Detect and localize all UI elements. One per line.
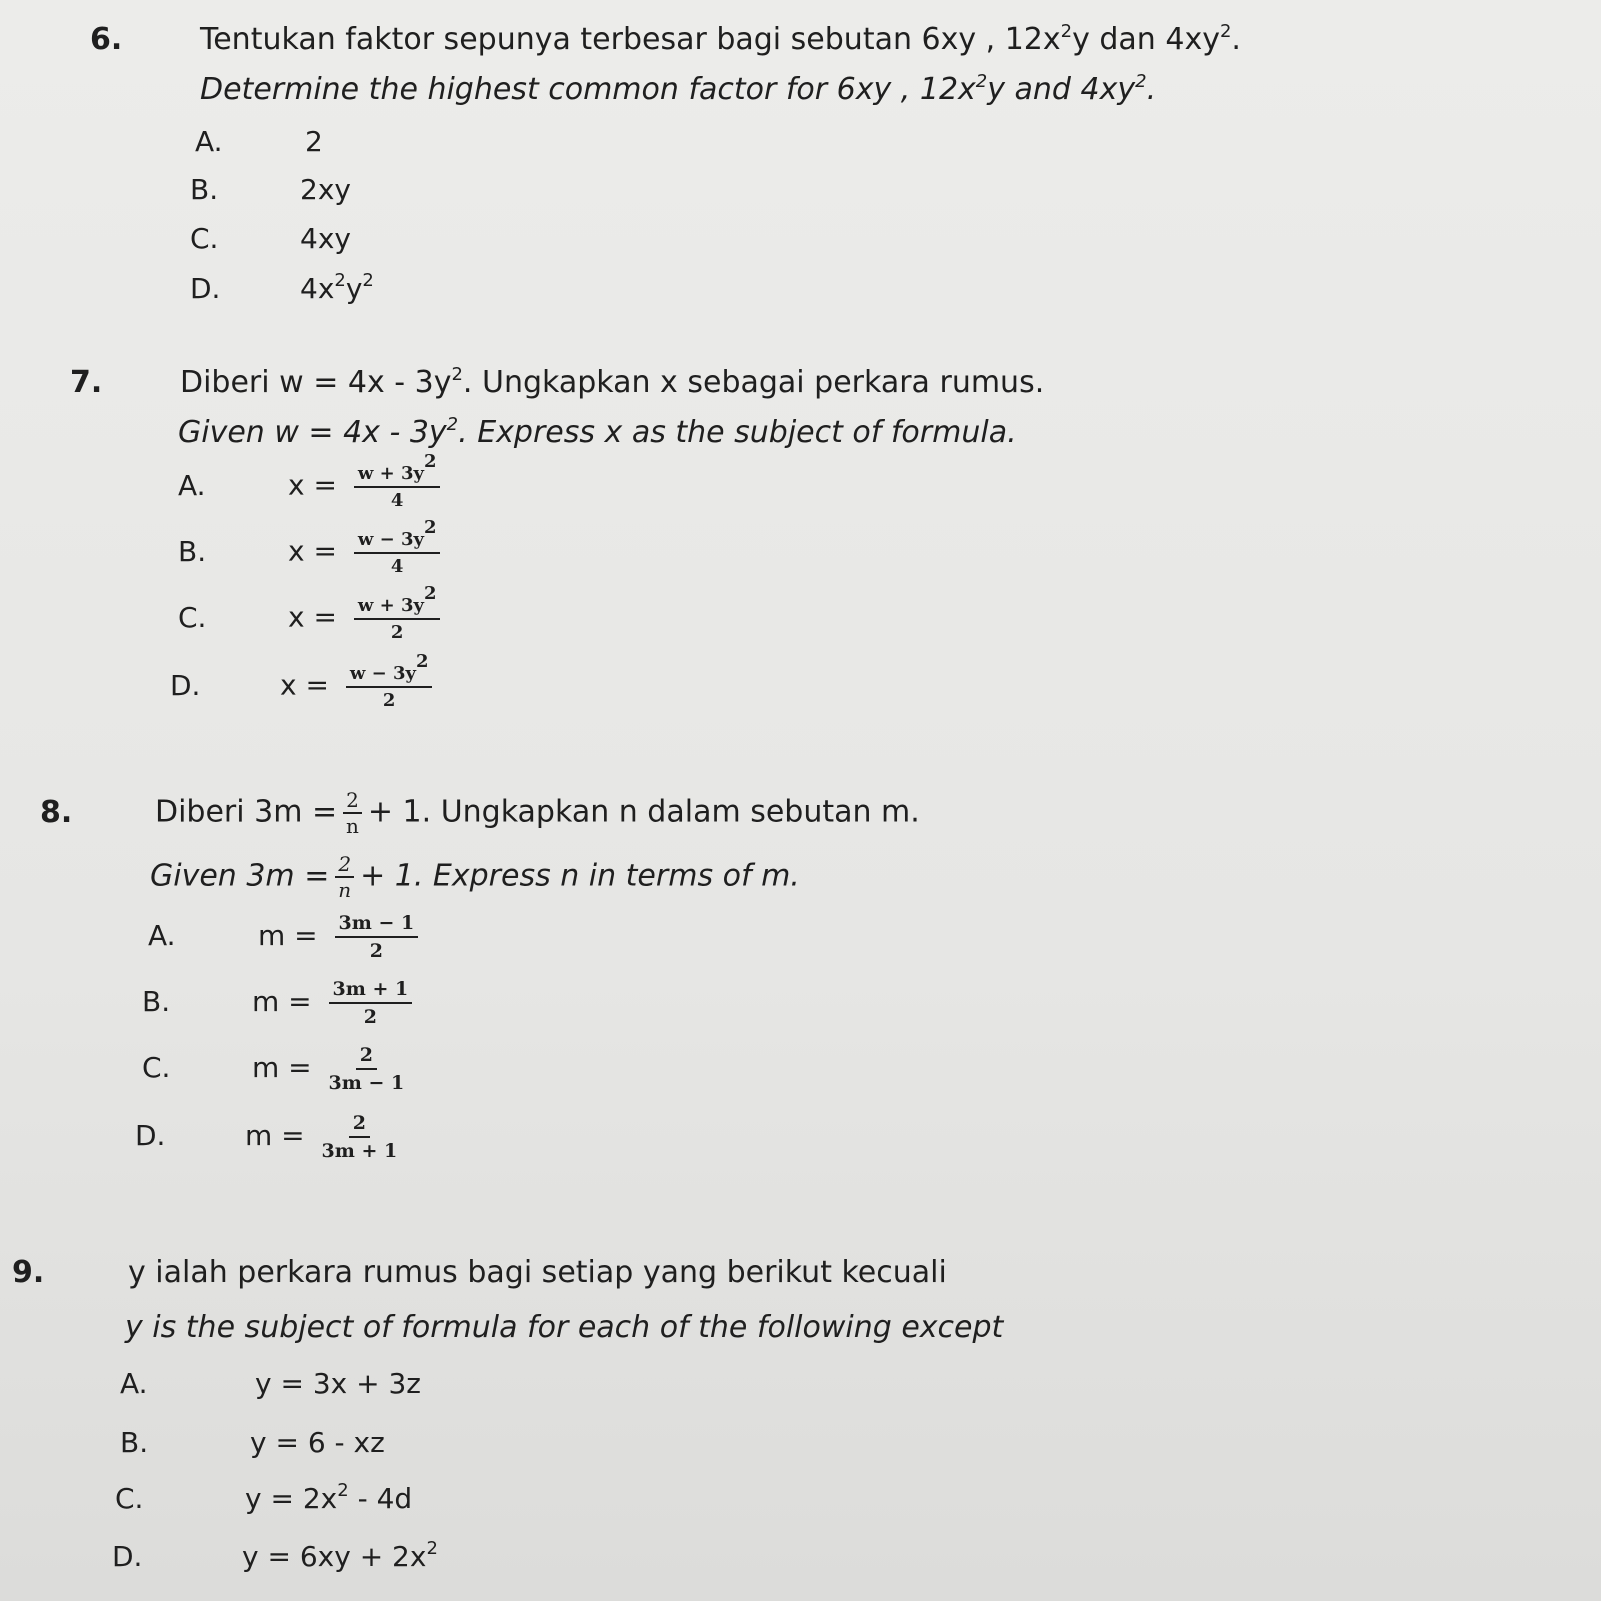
question-number: 6. — [90, 22, 123, 57]
option-b[interactable]: B. 2xy — [190, 173, 351, 206]
fraction: $\frac{w + 3y^2}{2}$ — [354, 594, 441, 643]
question-text-english: Given $w = 4x - 3y^2$. Express x as the subject of formula. — [178, 414, 1017, 450]
option-c[interactable]: C. x = $\frac{w + 3y^2}{2}$ — [178, 594, 440, 643]
option-a[interactable]: A. x = $\frac{w + 3y^2}{4}$ — [178, 462, 440, 511]
question-text-english: y is the subject of formula for each of the following except — [125, 1310, 1004, 1345]
fraction: $\frac{w + 3y^2}{4}$ — [354, 462, 441, 511]
option-a[interactable]: A. m = $\frac{3m - 1}{2}$ — [148, 912, 418, 962]
fraction: $\frac{2}{n}$ — [343, 788, 362, 838]
fraction: $\frac{3m - 1}{2}$ — [335, 912, 419, 962]
option-c[interactable]: C. $y = 2x^2 - 4d$ — [115, 1480, 413, 1515]
question-text-malay: y ialah perkara rumus bagi setiap yang berikut kecuali — [128, 1255, 947, 1290]
option-b[interactable]: B. y = 6 - xz — [120, 1426, 385, 1459]
option-a[interactable]: A. 2 — [195, 125, 323, 158]
question-text-english: Given 3m = $\frac{2}{n}$ + 1. Express n in terms of m. — [150, 852, 800, 902]
question-text-malay: Tentukan faktor sepunya terbesar bagi sebutan 6xy , $12x^2y$ dan $4xy^2$. — [200, 21, 1241, 57]
option-b[interactable]: B. m = $\frac{3m + 1}{2}$ — [142, 978, 412, 1028]
option-d[interactable]: D. m = $\frac{2}{3m + 1}$ — [135, 1112, 398, 1162]
fraction: $\frac{2}{n}$ — [335, 852, 354, 902]
option-c[interactable]: C. m = $\frac{2}{3m - 1}$ — [142, 1044, 405, 1094]
fraction: $\frac{3m + 1}{2}$ — [329, 978, 413, 1028]
option-a[interactable]: A. y = 3x + 3z — [120, 1367, 421, 1400]
option-d[interactable]: D. $4x^2y^2$ — [190, 270, 374, 305]
fraction: $\frac{2}{3m + 1}$ — [321, 1112, 398, 1162]
question-number: 9. — [12, 1255, 45, 1290]
question-number: 8. — [40, 795, 73, 830]
option-b[interactable]: B. x = $\frac{w - 3y^2}{4}$ — [178, 528, 440, 577]
question-number: 7. — [70, 365, 103, 400]
question-text-malay: Diberi $w = 4x - 3y^2$. Ungkapkan x sebagai perkara rumus. — [180, 364, 1045, 400]
fraction: $\frac{2}{3m - 1}$ — [328, 1044, 405, 1094]
option-d[interactable]: D. x = $\frac{w - 3y^2}{2}$ — [170, 662, 432, 711]
option-c[interactable]: C. 4xy — [190, 222, 351, 255]
question-text-malay: Diberi 3m = $\frac{2}{n}$ + 1. Ungkapkan n dalam sebutan m. — [155, 788, 920, 838]
option-d[interactable]: D. $y = 6xy + 2x^2$ — [112, 1538, 438, 1573]
fraction: $\frac{w - 3y^2}{2}$ — [346, 662, 433, 711]
question-text-english: Determine the highest common factor for 6xy , $12x^2y$ and $4xy^2$. — [200, 71, 1157, 107]
fraction: $\frac{w - 3y^2}{4}$ — [354, 528, 441, 577]
